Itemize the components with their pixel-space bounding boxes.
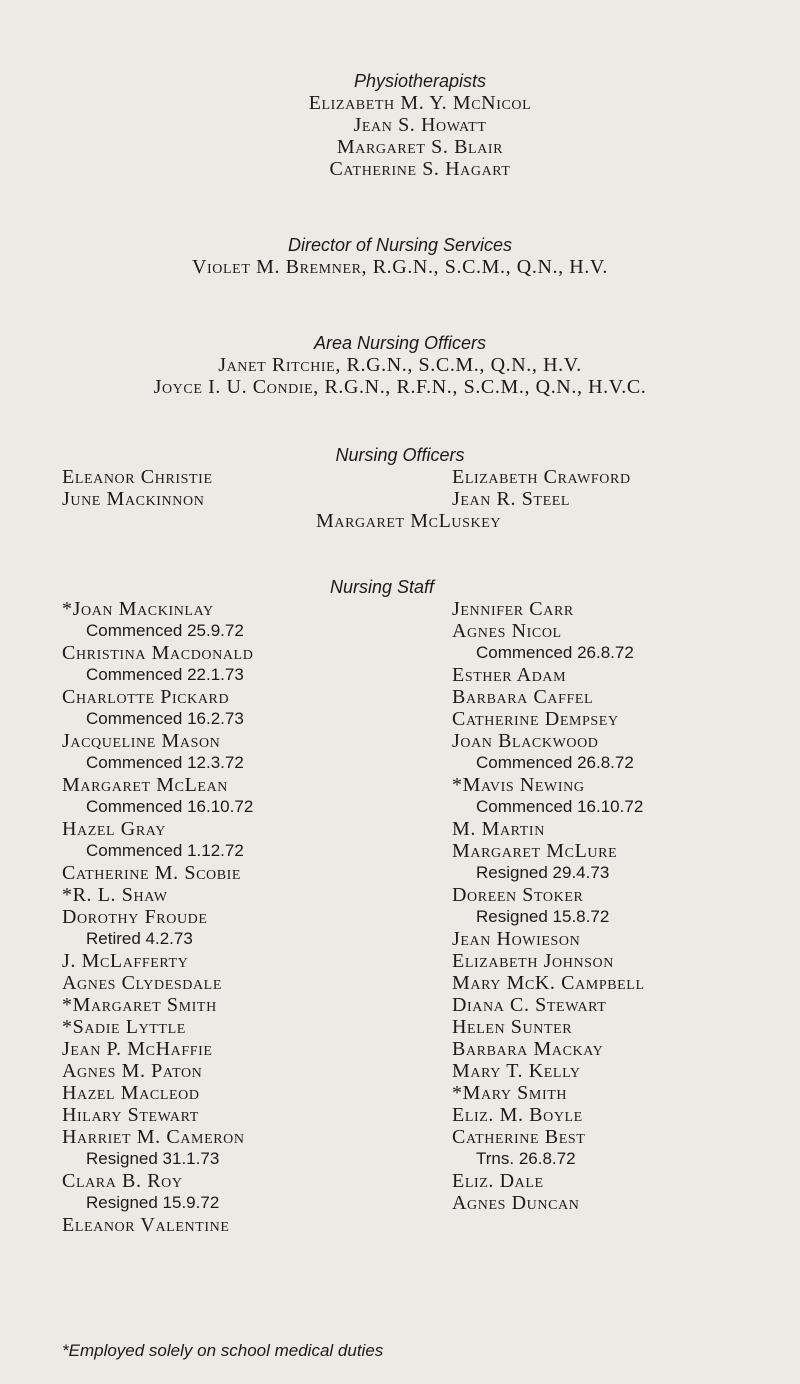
staff-name: Barbara Mackay — [452, 1038, 604, 1060]
staff-name: *Mavis Newing — [452, 774, 585, 796]
staff-name: *Margaret Smith — [62, 994, 217, 1016]
staff-status-note: Commenced 26.8.72 — [476, 643, 634, 662]
nursing-officers-right — [452, 466, 631, 510]
staff-status-note: Commenced 1.12.72 — [86, 841, 244, 860]
staff-name: Jennifer Carr — [452, 598, 574, 620]
staff-name: Eleanor Valentine — [62, 1214, 230, 1236]
staff-name: *Mary Smith — [452, 1082, 568, 1104]
area-officer-name: Janet Ritchie, R.G.N., S.C.M., Q.N., H.V. — [218, 354, 582, 376]
staff-status-note: Commenced 12.3.72 — [86, 753, 244, 772]
staff-status-note: Resigned 31.1.73 — [86, 1149, 220, 1168]
staff-status-note: Resigned 15.8.72 — [476, 907, 610, 926]
staff-name: Jean P. McHaffie — [62, 1038, 213, 1060]
physiotherapist-name: Jean S. Howatt — [353, 114, 487, 136]
staff-name: Margaret McLure — [452, 840, 618, 862]
staff-name: Barbara Caffel — [452, 686, 594, 708]
nursing-officer-name: Margaret McLuskey — [316, 510, 502, 532]
nursing-officer-name: Elizabeth Crawford — [452, 466, 631, 488]
director-section — [100, 234, 700, 278]
staff-name: Margaret McLean — [62, 774, 229, 796]
area-officers-heading: Area Nursing Officers — [313, 333, 487, 353]
staff-name: J. McLafferty — [62, 950, 189, 972]
staff-name: Doreen Stoker — [452, 884, 584, 906]
director-heading: Director of Nursing Services — [287, 235, 513, 255]
staff-status-note: Trns. 26.8.72 — [476, 1149, 576, 1168]
staff-status-note: Retired 4.2.73 — [86, 929, 193, 948]
staff-status-note: Commenced 25.9.72 — [86, 621, 244, 640]
nursing-staff-left-column — [62, 598, 253, 1236]
staff-name: *Sadie Lyttle — [62, 1016, 186, 1038]
staff-name: Eliz. M. Boyle — [452, 1104, 583, 1126]
staff-name: Eliz. Dale — [452, 1170, 544, 1192]
nursing-officers-left — [62, 466, 213, 510]
staff-name: Hazel Gray — [62, 818, 166, 840]
staff-name: *Joan Mackinlay — [62, 598, 214, 620]
physiotherapists-heading: Physiotherapists — [353, 71, 487, 91]
staff-name: Jean Howieson — [452, 928, 581, 950]
nursing-staff-heading: Nursing Staff — [330, 577, 435, 597]
staff-name: Mary McK. Campbell — [452, 972, 645, 994]
staff-status-note: Commenced 22.1.73 — [86, 665, 244, 684]
staff-status-note: Commenced 16.10.72 — [476, 797, 644, 816]
staff-status-note: Resigned 29.4.73 — [476, 863, 610, 882]
staff-name: Agnes Clydesdale — [62, 972, 222, 994]
staff-status-note: Commenced 16.10.72 — [86, 797, 254, 816]
staff-name: Hazel Macleod — [62, 1082, 200, 1104]
staff-status-note: Resigned 15.9.72 — [86, 1193, 220, 1212]
area-officer-name: Joyce I. U. Condie, R.G.N., R.F.N., S.C.M., Q.N., H.V.C. — [153, 376, 647, 398]
physiotherapist-name: Elizabeth M. Y. McNicol — [308, 92, 532, 114]
staff-name: Elizabeth Johnson — [452, 950, 614, 972]
staff-name: Joan Blackwood — [452, 730, 599, 752]
staff-name: Hilary Stewart — [62, 1104, 199, 1126]
staff-name: Catherine M. Scobie — [62, 862, 242, 884]
nursing-officer-name: Eleanor Christie — [62, 466, 213, 488]
staff-status-note: Commenced 16.2.73 — [86, 709, 244, 728]
staff-name: Jacqueline Mason — [62, 730, 221, 752]
nursing-officer-name: June Mackinnon — [62, 488, 205, 510]
director-name: Violet M. Bremner, R.G.N., S.C.M., Q.N., H.V. — [192, 256, 608, 278]
staff-name: Esther Adam — [452, 664, 567, 686]
nursing-staff-right-column — [452, 598, 645, 1214]
physiotherapists-section — [200, 70, 640, 180]
nursing-officer-name: Jean R. Steel — [452, 488, 571, 510]
staff-name: Catherine Dempsey — [452, 708, 619, 730]
staff-name: Charlotte Pickard — [62, 686, 230, 708]
staff-name: Christina Macdonald — [62, 642, 254, 664]
staff-name: Diana C. Stewart — [452, 994, 607, 1016]
staff-name: Agnes Nicol — [452, 620, 562, 642]
staff-name: Clara B. Roy — [62, 1170, 183, 1192]
footnote: *Employed solely on school medical duties — [62, 1341, 384, 1360]
physiotherapist-name: Margaret S. Blair — [336, 136, 504, 158]
staff-name: Agnes M. Paton — [62, 1060, 203, 1082]
staff-name: Mary T. Kelly — [452, 1060, 581, 1082]
physiotherapist-name: Catherine S. Hagart — [329, 158, 511, 180]
staff-name: *R. L. Shaw — [62, 884, 168, 906]
staff-name: Dorothy Froude — [62, 906, 208, 928]
area-officers-section — [40, 332, 760, 398]
staff-status-note: Commenced 26.8.72 — [476, 753, 634, 772]
staff-name: Agnes Duncan — [452, 1192, 580, 1214]
nursing-officers-heading: Nursing Officers — [335, 445, 465, 465]
staff-name: M. Martin — [452, 818, 545, 840]
staff-name: Helen Sunter — [452, 1016, 573, 1038]
staff-name: Harriet M. Cameron — [62, 1126, 245, 1148]
staff-name: Catherine Best — [452, 1126, 586, 1148]
